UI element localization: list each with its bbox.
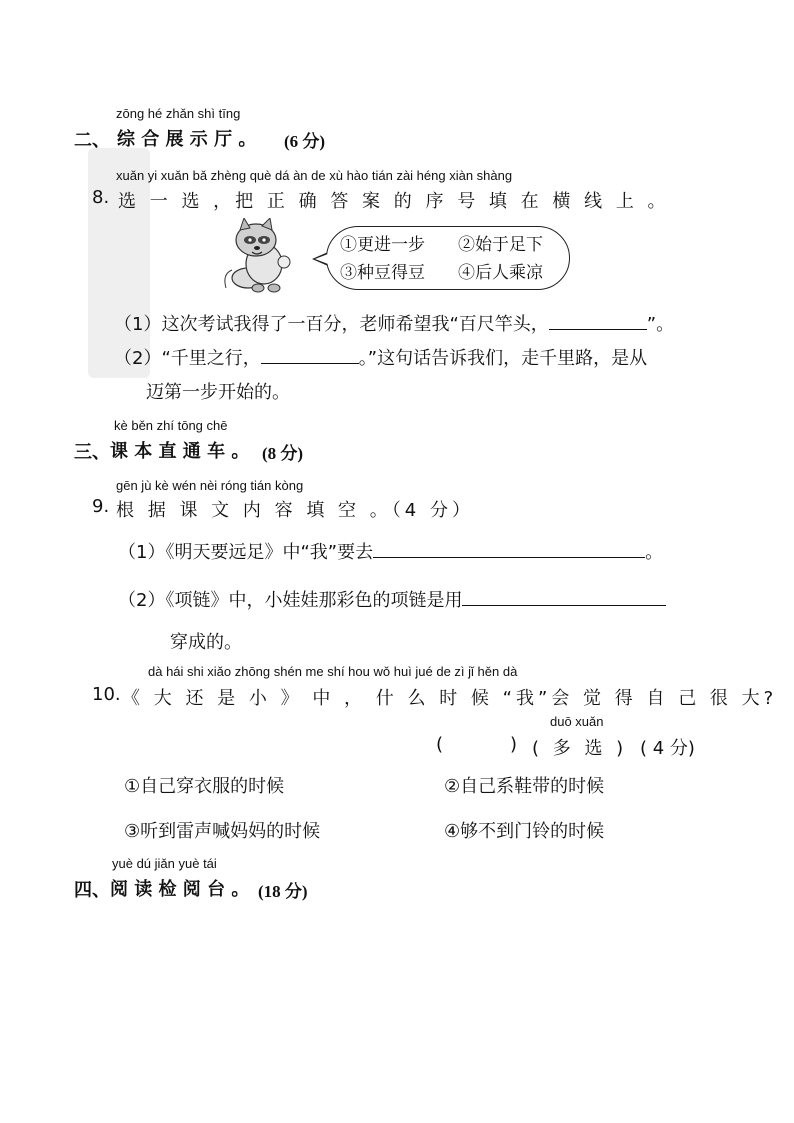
section4-title: 阅 读 检 阅 台 。: [110, 879, 250, 900]
raccoon-illustration: [218, 218, 306, 298]
q9-number: 9.: [92, 496, 110, 517]
q10-number: 10.: [92, 684, 121, 705]
section3-title: 课 本 直 通 车 。: [110, 441, 250, 462]
q9-sub1-blank[interactable]: [373, 539, 645, 558]
q8-sub1-text: （1）这次考试我得了一百分，老师希望我“百尺竿头，: [114, 314, 549, 335]
q9-sub2-blank[interactable]: [462, 587, 666, 606]
q9-question: 根 据 课 文 内 容 填 空 。（4 分）: [116, 500, 474, 521]
section3-score: (8 分): [262, 444, 304, 463]
section2-pinyin: zōng hé zhǎn shì tīng: [116, 106, 241, 121]
q8-sub2-line2: 迈第一步开始的。: [146, 382, 290, 403]
section2-score: (6 分): [284, 132, 326, 151]
q8-sub2: [114, 344, 647, 370]
q8-option-3: ③种豆得豆: [340, 263, 425, 283]
q9-sub2-text: （2）《项链》中，小娃娃那彩色的项链是用: [118, 590, 463, 611]
section3-prefix: 三、: [74, 442, 110, 463]
section4-pinyin: yuè dú jiǎn yuè tái: [112, 856, 217, 871]
q8-option-2: ②始于足下: [458, 235, 543, 255]
q8-sub2-end: 。”这句话告诉我们，走千里路，是从: [358, 348, 648, 369]
q8-sub1: [114, 310, 674, 336]
section3-pinyin: kè běn zhí tōng chē: [114, 418, 228, 433]
q10-option-3: ③听到雷声喊妈妈的时候: [124, 821, 321, 842]
q10-score: ( 4 分): [640, 738, 695, 759]
q10-option-4: ④够不到门铃的时候: [444, 821, 605, 842]
q10-question: 《 大 还 是 小 》 中 ， 什 么 时 候 “我”会 觉 得 自 己 很 大?: [122, 688, 778, 709]
q8-pinyin: xuǎn yi xuǎn bǎ zhèng què dá àn de xù hào tián zài héng xiàn shàng: [116, 168, 513, 183]
bubble-tail-inner: [315, 254, 328, 264]
q10-multi-pinyin: duō xuǎn: [550, 714, 604, 729]
q8-sub1-blank[interactable]: [549, 311, 647, 330]
q9-sub1: [118, 538, 663, 564]
q8-option-4: ④后人乘凉: [458, 263, 543, 283]
q9-sub1-text: （1）《明天要远足》中“我”要去: [118, 542, 374, 563]
q10-option-2: ②自己系鞋带的时候: [444, 776, 605, 797]
section4-prefix: 四、: [74, 880, 110, 901]
q8-question: 选 一 选 ，把 正 确 答 案 的 序 号 填 在 横 线 上 。: [118, 191, 670, 212]
q10-paren-open: (: [436, 734, 444, 755]
q9-sub2-line2: 穿成的。: [170, 632, 242, 653]
q10-pinyin: dà hái shi xiǎo zhōng shén me shí hou wǒ huì jué de zì jǐ hěn dà: [148, 664, 518, 679]
q10-paren-close: ): [510, 734, 518, 755]
section2-title: 综 合 展 示 厅 。: [117, 129, 257, 150]
q8-sub2-blank[interactable]: [261, 345, 359, 364]
q10-multi-label: ( 多 选 ): [532, 738, 628, 759]
q8-sub1-end: ”。: [646, 314, 675, 335]
q8-sub2-text: （2）“千里之行，: [114, 348, 261, 369]
q10-answer-blank[interactable]: [448, 734, 508, 758]
q8-option-1: ①更进一步: [340, 235, 425, 255]
section2-prefix: 二、: [74, 130, 110, 151]
q9-sub1-end: 。: [645, 542, 664, 563]
q8-number: 8.: [92, 187, 110, 208]
q9-sub2: [118, 586, 666, 612]
section4-score: (18 分): [258, 882, 308, 901]
q9-pinyin: gēn jù kè wén nèi róng tián kòng: [116, 478, 304, 493]
q10-option-1: ①自己穿衣服的时候: [124, 776, 285, 797]
